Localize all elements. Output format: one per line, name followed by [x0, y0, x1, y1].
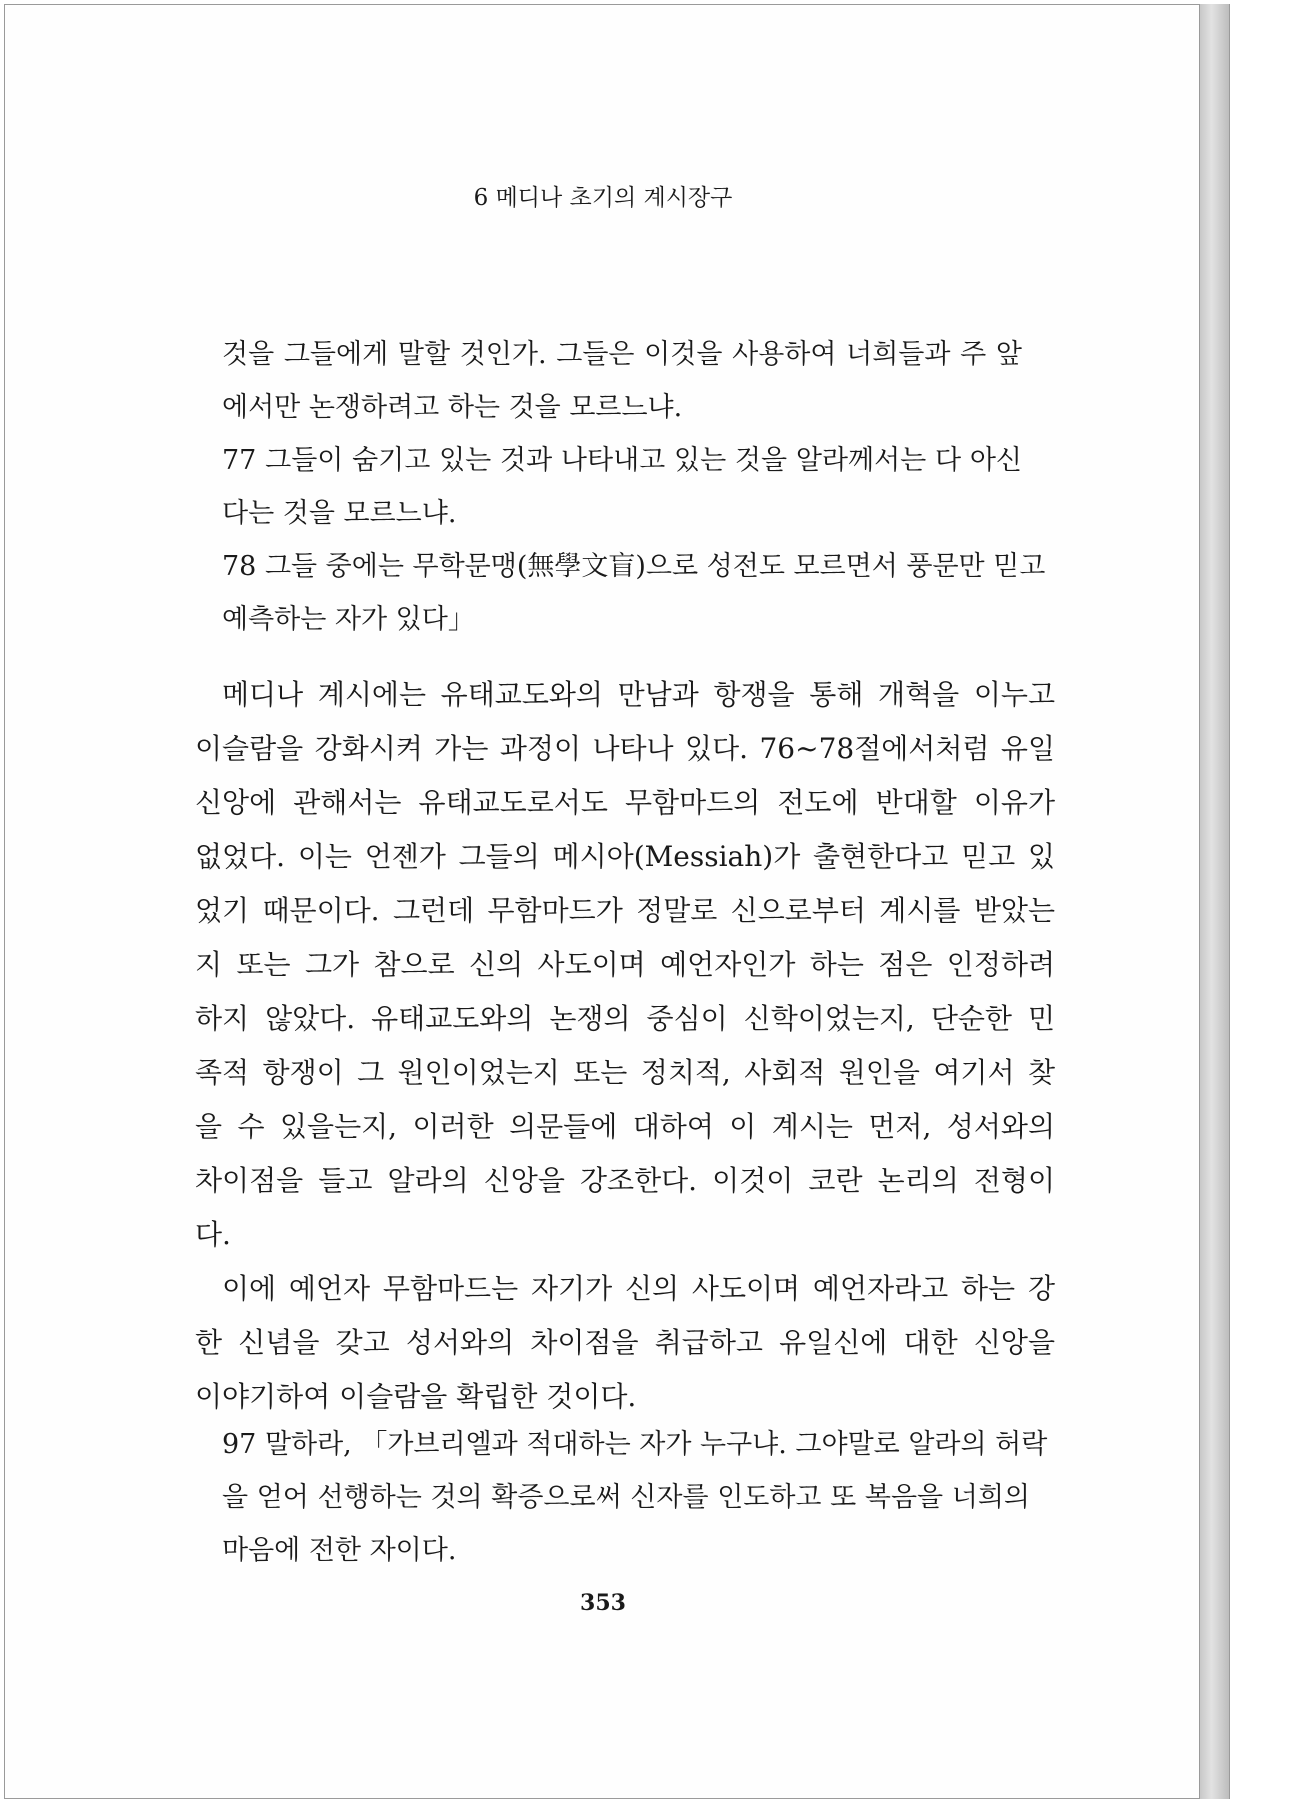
verse-block [222, 1418, 1048, 1577]
body-line: 하지 않았다. 유태교도와의 논쟁의 중심이 신학이었는지, 단순한 민 [195, 1002, 1055, 1035]
body-line: 다. [195, 1218, 231, 1251]
body-line: 이에 예언자 무함마드는 자기가 신의 사도이며 예언자라고 하는 강 [222, 1272, 1055, 1305]
quote-line: 다는 것을 모르느냐. [222, 498, 457, 529]
body-paragraphs [195, 668, 1055, 1424]
body-line: 을 수 있을는지, 이러한 의문들에 대하여 이 계시는 먼저, 성서와의 [195, 1110, 1055, 1143]
quote-line: 77 그들이 숨기고 있는 것과 나타내고 있는 것을 알라께서는 다 아신 [222, 445, 1022, 476]
quote-line: 78 그들 중에는 무학문맹(無學文盲)으로 성전도 모르면서 풍문만 믿고 [222, 551, 1046, 582]
body-line: 신앙에 관해서는 유태교도로서도 무함마드의 전도에 반대할 이유가 [195, 786, 1055, 819]
body-line: 지 또는 그가 참으로 신의 사도이며 예언자인가 하는 점은 인정하려 [195, 948, 1055, 981]
body-line: 메디나 계시에는 유태교도와의 만남과 항쟁을 통해 개혁을 이누고 [222, 678, 1055, 711]
quote-line: 것을 그들에게 말할 것인가. 그들은 이것을 사용하여 너희들과 주 앞 [222, 339, 1022, 370]
page-number: 353 [580, 1590, 626, 1616]
quote-line: 에서만 논쟁하려고 하는 것을 모르느냐. [222, 392, 683, 423]
body-line: 이슬람을 강화시켜 가는 과정이 나타나 있다. 76~78절에서처럼 유일 [195, 732, 1055, 765]
book-page [4, 4, 1200, 1799]
body-line: 족적 항쟁이 그 원인이었는지 또는 정치적, 사회적 원인을 여기서 찾 [195, 1056, 1055, 1089]
running-header: 6 메디나 초기의 계시장구 [473, 185, 733, 211]
verse-line: 마음에 전한 자이다. [222, 1535, 457, 1566]
verse-line: 97 말하라, 「가브리엘과 적대하는 자가 누구냐. 그야말로 알라의 허락 [222, 1429, 1048, 1460]
body-line: 없었다. 이는 언젠가 그들의 메시아(Messiah)가 출현한다고 믿고 있 [195, 840, 1055, 873]
quote-block [222, 328, 1046, 646]
body-line: 한 신념을 갖고 성서와의 차이점을 취급하고 유일신에 대한 신앙을 [195, 1326, 1055, 1359]
body-line: 이야기하여 이슬람을 확립한 것이다. [195, 1380, 637, 1413]
page-edge-shadow [1200, 4, 1230, 1799]
quote-line: 예측하는 자가 있다」 [222, 604, 475, 635]
body-line: 었기 때문이다. 그런데 무함마드가 정말로 신으로부터 계시를 받았는 [195, 894, 1055, 927]
verse-line: 을 얻어 선행하는 것의 확증으로써 신자를 인도하고 또 복음을 너희의 [222, 1482, 1030, 1513]
body-line: 차이점을 들고 알라의 신앙을 강조한다. 이것이 코란 논리의 전형이 [195, 1164, 1055, 1197]
